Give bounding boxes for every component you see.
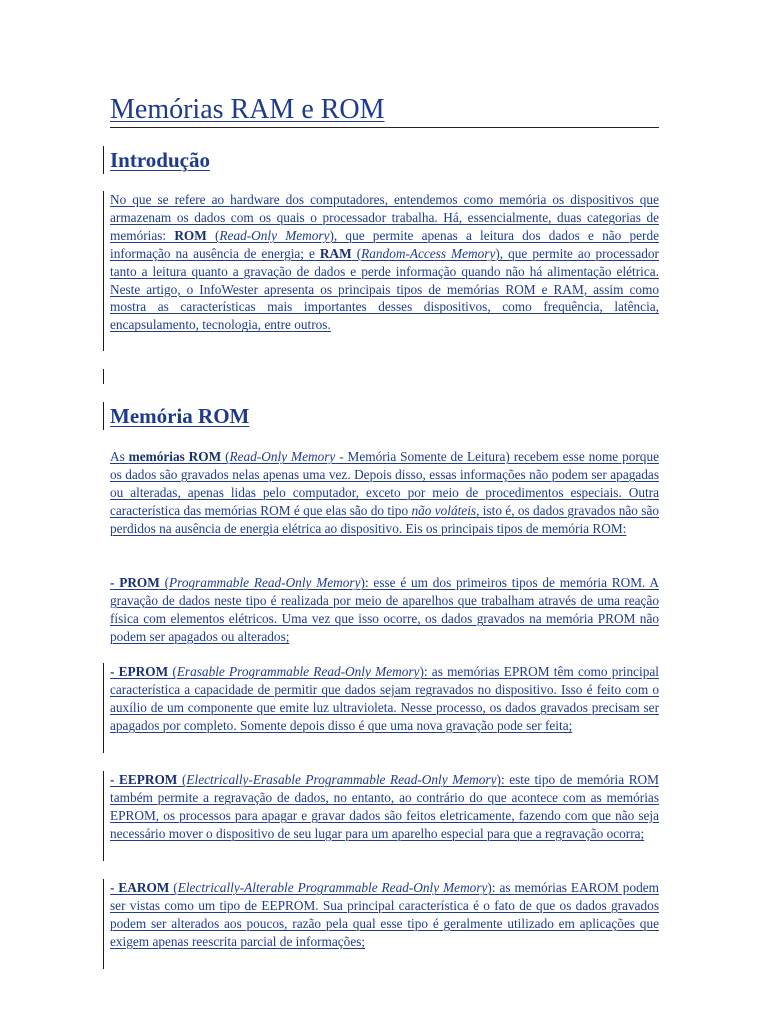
intro-text-3: ), que permite apenas a leitura dos dados e não perde informação na ausência de energia; e xyxy=(110,227,659,261)
intro-text-5: ), que permite ao processador tanto a leitura quanto a gravação de dados e perde informação quando não há alimentação elétrica. Neste artigo, o InfoWester apresenta os principais tipos de memórias ROM e RAM, assim como mostra as características mais importantes desses dispositivos, como frequência, latência, encapsulamento, tecnologia, entre outros. xyxy=(110,245,659,333)
eprom-term: - EPROM xyxy=(110,664,169,679)
section-heading-intro[interactable]: Introdução xyxy=(110,148,210,172)
rom-expansion: Read-Only Memory xyxy=(219,227,330,243)
prom-paren: ( xyxy=(159,575,170,590)
eprom-paragraph[interactable] xyxy=(110,663,659,735)
intro-text-1: No que se refere ao hardware dos computadores, entendemos como memória os dispositivos que armazenam os dados com os quais o processador trabalha. Há, essencialmente, duas categorias de memórias: xyxy=(110,192,659,243)
intro-paragraph[interactable] xyxy=(110,191,659,334)
rom-memories-term: memórias ROM xyxy=(128,449,222,464)
document-title[interactable]: Memórias RAM e ROM xyxy=(110,94,385,125)
rom-term: ROM xyxy=(174,227,207,243)
intro-text-4: ( xyxy=(351,245,362,261)
rom-text-1: As xyxy=(110,449,129,464)
prom-description: ): esse é um dos primeiros tipos de memória ROM. A gravação de dados neste tipo é realizada por meio de aparelhos que trabalham através de uma reação física com elementos elétricos. Uma vez que isso ocorre, os dados gravados na memória PROM não podem ser apagados ou alterados; xyxy=(110,575,660,644)
ram-term: RAM xyxy=(319,245,352,261)
ram-expansion: Random-Access Memory xyxy=(361,245,496,261)
earom-expansion: Electrically-Alterable Programmable Read-Only Memory xyxy=(177,880,488,895)
paragraph-marker-bar xyxy=(103,879,104,969)
non-volatile-term: não voláteis xyxy=(411,502,477,518)
eprom-expansion: Erasable Programmable Read-Only Memory xyxy=(176,664,420,679)
eeprom-description: ): este tipo de memória ROM também permite a regravação de dados, no entanto, ao contrário do que acontece com as memórias EPROM, os processos para apagar e gravar dados são feitos eletricamente, fazendo com que não seja necessário mover o dispositivo de seu lugar para um aparelho especial para que a regravação ocorra; xyxy=(110,772,659,841)
eprom-paren: ( xyxy=(168,664,177,679)
rom-text-3: - Memória Somente de Leitura) recebem esse nome porque os dados são gravados nelas apenas uma vez. Depois disso, essas informações não podem ser apagadas ou alteradas, apenas lidas pelo computador, exceto por meio de procedimentos especiais. Outra característica das memórias ROM é que elas são do tipo xyxy=(110,449,659,518)
paragraph-marker-bar xyxy=(103,663,104,753)
prom-term: - PROM xyxy=(110,575,160,590)
eeprom-paragraph[interactable] xyxy=(110,771,659,843)
earom-term: - EAROM xyxy=(110,880,170,895)
section-marker-bar xyxy=(103,146,104,174)
section-marker-bar xyxy=(103,402,104,430)
rom-expansion: Read-Only Memory xyxy=(229,449,336,464)
section-heading-rom[interactable]: Memória ROM xyxy=(110,404,250,428)
earom-paragraph[interactable] xyxy=(110,879,659,951)
paragraph-marker-bar xyxy=(103,191,104,351)
prom-paragraph[interactable] xyxy=(110,574,659,646)
rom-paragraph[interactable] xyxy=(110,448,659,538)
prom-expansion: Programmable Read-Only Memory xyxy=(169,575,361,590)
eeprom-paren: ( xyxy=(177,772,187,787)
eeprom-term: - EEPROM xyxy=(110,772,178,787)
title-underline-rule xyxy=(110,127,659,128)
rom-text-2: ( xyxy=(221,449,230,464)
eprom-description: ): as memórias EPROM têm como principal característica a capacidade de permitir que dados sejam regravados no dispositivo. Isso é feito com o auxílio de um componente que emite luz ultravioleta. Nesse processo, os dados gravados precisam ser apagados por completo. Somente depois disso é que uma nova gravação pode ser feita; xyxy=(110,664,659,733)
eeprom-expansion: Electrically-Erasable Programmable Read-Only Memory xyxy=(186,772,497,787)
earom-description: ): as memórias EAROM podem ser vistas como um tipo de EEPROM. Sua principal característica é o fato de que os dados gravados podem ser alterados aos poucos, razão pela qual esse tipo é geralmente utilizado em aplicações que exigem apenas reescrita parcial de informações; xyxy=(110,880,659,949)
intro-text-2: ( xyxy=(206,227,220,243)
earom-paren: ( xyxy=(169,880,178,895)
rom-text-4: , isto é, os dados gravados não são perdidos na ausência de energia elétrica ao dispositivo. Eis os principais tipos de memória ROM: xyxy=(110,502,659,536)
paragraph-marker-bar xyxy=(103,771,104,861)
text-cursor-bar xyxy=(103,369,104,384)
